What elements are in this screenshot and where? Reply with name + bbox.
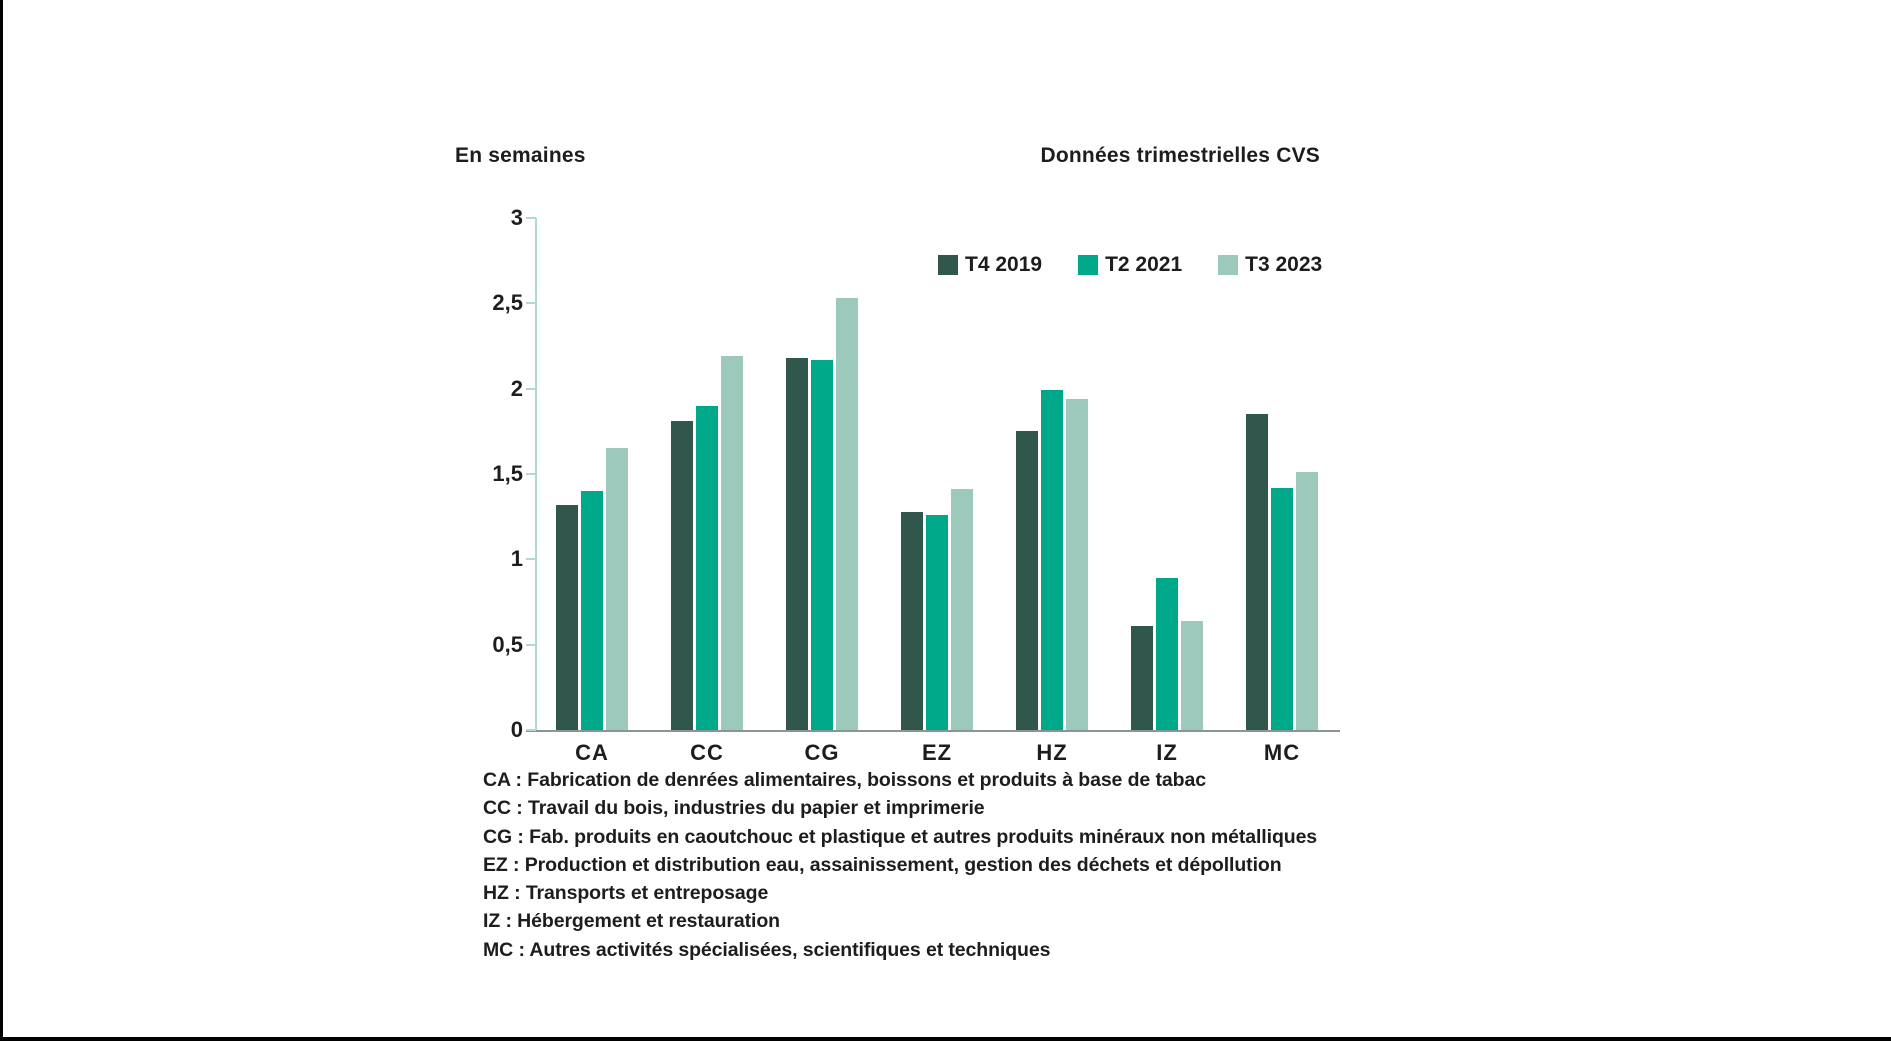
category-legend: [483, 766, 1583, 964]
bar-ca-t2-2021: [581, 491, 603, 730]
legend-swatch-icon: [938, 255, 958, 275]
y-axis-tick: [526, 302, 536, 304]
y-axis-tick-label: 3: [510, 205, 523, 230]
bar-cc-t3-2023: [721, 356, 743, 730]
y-axis-tick: [526, 217, 536, 219]
footnote-mc: MC : Autres activités spécialisées, scientifiques et techniques: [483, 938, 1051, 961]
bar-mc-t2-2021: [1271, 488, 1293, 730]
bar-hz-t3-2023: [1066, 399, 1088, 730]
bar-cc-t2-2021: [696, 406, 718, 730]
bar-cg-t2-2021: [811, 360, 833, 730]
bar-ez-t3-2023: [951, 489, 973, 730]
legend-label: T2 2021: [1105, 253, 1183, 276]
legend-item-t3-2023: [1218, 253, 1322, 277]
legend-label: T3 2023: [1245, 253, 1323, 276]
bar-ez-t2-2021: [926, 515, 948, 730]
y-axis-tick: [526, 388, 536, 390]
legend-label: T4 2019: [965, 253, 1043, 276]
bar-ez-t4-2019: [901, 512, 923, 730]
y-axis-tick: [526, 729, 536, 731]
x-axis-label-hz: HZ: [1036, 740, 1068, 765]
legend-item-t2-2021: [1078, 253, 1182, 277]
x-axis-label-iz: IZ: [1156, 740, 1178, 765]
footnote-ez: EZ : Production et distribution eau, assainissement, gestion des déchets et dépollution: [483, 853, 1282, 876]
bar-hz-t4-2019: [1016, 431, 1038, 730]
bar-ca-t4-2019: [556, 505, 578, 730]
chart-subtitle: Données trimestrielles CVS: [1040, 144, 1320, 167]
y-axis-tick: [526, 558, 536, 560]
bar-mc-t4-2019: [1246, 414, 1268, 730]
footnote-ca: CA : Fabrication de denrées alimentaires, boissons et produits à base de tabac: [483, 769, 1206, 791]
bar-iz-t3-2023: [1181, 621, 1203, 730]
footnote-iz: IZ : Hébergement et restauration: [483, 910, 780, 933]
y-axis-tick-label: 0,5: [492, 631, 523, 657]
x-axis-line: [526, 730, 1340, 732]
y-axis-tick-label: 0: [510, 717, 523, 742]
y-axis-tick: [526, 644, 536, 646]
bar-cc-t4-2019: [671, 421, 693, 730]
y-axis-tick-label: 2: [510, 375, 523, 401]
x-axis-label-cc: CC: [690, 740, 724, 765]
x-axis-label-mc: MC: [1263, 740, 1301, 765]
legend-swatch-icon: [1218, 255, 1238, 275]
series-legend: [938, 253, 1322, 277]
y-axis-tick-label: 2,5: [492, 290, 523, 316]
bar-cg-t3-2023: [836, 298, 858, 730]
bar-ca-t3-2023: [606, 448, 628, 730]
bar-iz-t4-2019: [1131, 626, 1153, 730]
x-axis-label-ca: CA: [575, 740, 609, 765]
y-axis-tick-label: 1: [510, 546, 523, 572]
x-axis-label-cg: CG: [804, 740, 840, 765]
legend-swatch-icon: [1078, 255, 1098, 275]
y-axis-tick: [526, 473, 536, 475]
y-axis-unit-label: En semaines: [455, 144, 586, 167]
y-axis-tick-label: 1,5: [492, 461, 523, 486]
footnote-hz: HZ : Transports et entreposage: [483, 882, 769, 905]
bar-mc-t3-2023: [1296, 472, 1318, 730]
bar-iz-t2-2021: [1156, 578, 1178, 730]
legend-item-t4-2019: [938, 253, 1042, 277]
x-axis-label-ez: EZ: [921, 740, 953, 765]
bar-cg-t4-2019: [786, 358, 808, 730]
footnote-cc: CC : Travail du bois, industries du papier et imprimerie: [483, 797, 985, 820]
bar-hz-t2-2021: [1041, 390, 1063, 730]
footnote-cg: CG : Fab. produits en caoutchouc et plastique et autres produits minéraux non métalliques: [483, 825, 1318, 848]
